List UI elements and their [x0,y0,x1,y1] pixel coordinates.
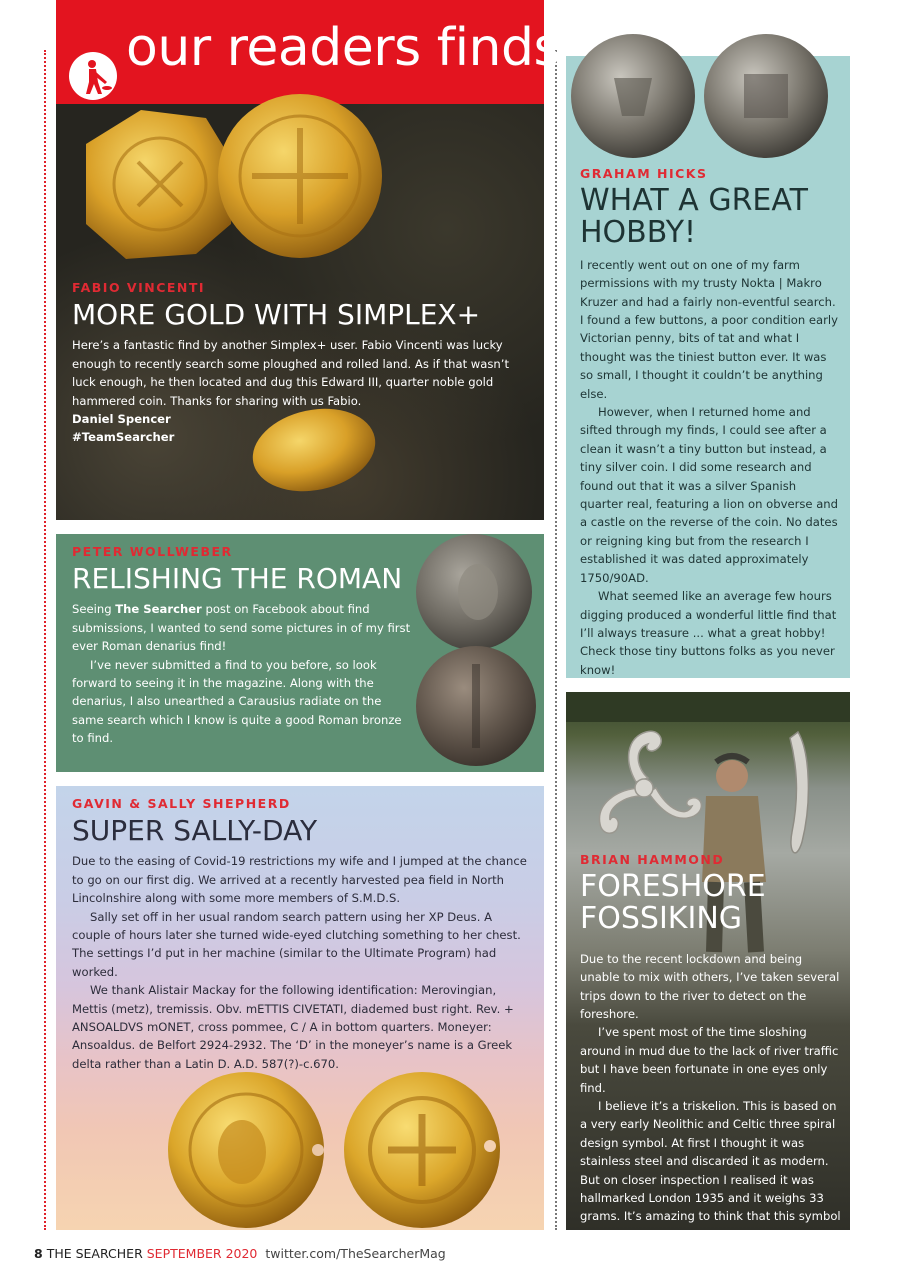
publication-title: THE SEARCHER [46,1246,143,1261]
byline: GRAHAM HICKS [580,166,708,181]
byline: PETER WOLLWEBER [72,544,233,559]
headline: SUPER SALLY-DAY [72,814,318,847]
issue-date: SEPTEMBER 2020 [146,1246,258,1261]
body-paragraph: What seemed like an average few hours digging produced a wonderful little find that I’ll always treasure ... what a great hobby! Check those tiny buttons folks as you never know! [580,589,837,677]
signoff-hashtag: #TeamSearcher [72,430,175,445]
article-fabio [56,104,544,520]
triskelion-side-view [790,732,808,853]
article-peter [56,534,544,772]
detectorist-icon [69,52,117,100]
page-footer [34,1246,446,1261]
center-dotted-rule [555,50,557,1230]
headline: RELISHING THE ROMAN [72,562,403,595]
byline: BRIAN HAMMOND [580,852,725,867]
article-graham [566,56,850,678]
publication-name: The Searcher [115,602,202,617]
section-title: our readers finds [126,18,561,78]
byline: GAVIN & SALLY SHEPHERD [72,796,291,811]
body-paragraph: However, when I returned home and sifted through my finds, I could see after a clean it wasn’t a tiny button but instead, a tiny silver coin. I did some research and found out that it was a silver Spanish quarter real, featuring a lion on obverse and a castle on the reverse of the coin. No dates or reigning king but from the research I established it was dated approximately 1750/90AD. [580,405,839,585]
section-header [56,0,561,104]
body-paragraph: Sally set off in her usual random search pattern using her XP Deus. A couple of hours later she turned wide-eyed clutching something to her chest. The settings I’d put in her machine (similar to the Ultimate Program) had worked. [72,909,521,979]
body-paragraph: I’ve spent most of the time sloshing around in mud due to the lack of river traffic but I have been fortunate in one eyes only find. [580,1025,839,1095]
triskelion-pendant [599,731,701,833]
roman-coins-photo [414,534,544,772]
person [716,760,748,792]
tremissis-photo [56,1070,544,1230]
headline: FORESHORE FOSSIKING [580,869,766,937]
searcher-logo [69,52,117,100]
article-gavin [56,786,544,1230]
body-paragraph: I’ve never submitted a find to you before, so look forward to seeing it in the magazine. Along with the denarius, I also unearthed a Carausius radiate on the same search which I know is quite a good Roman bronze to find. [72,657,402,746]
body-paragraph: I recently went out on one of my farm permissions with my trusty Nokta | Makro Kruzer and had a fairly non-eventful search. I found a few buttons, a poor condition early Victorian penny, bits of tat and what I thought was the tiniest button ever. It was so small, I thought it couldn’t be anything else. [580,257,839,401]
left-dotted-rule [44,50,46,1230]
body-paragraph: Seeing The Searcher post on Facebook about find submissions, I wanted to send some pictures in of my first ever Roman denarius find! [72,602,411,654]
body-paragraph: Here’s a fantastic find by another Simplex+ user. Fabio Vincenti was lucky enough to recently search some ploughed and rolled land. As if that wasn’t luck enough, he then located and dug this Edward III, quarter noble gold hammered coin. Thanks for sharing with us Fabio. [72,338,510,408]
twitter-link[interactable]: twitter.com/TheSearcherMag [265,1246,446,1261]
page-number: 8 [34,1246,43,1261]
headline: MORE GOLD WITH SIMPLEX+ [72,298,481,331]
byline: FABIO VINCENTI [72,280,206,295]
signoff-name: Daniel Spencer [72,411,171,426]
body-paragraph: Due to the easing of Covid-19 restrictions my wife and I jumped at the chance to go on our first dig. We arrived at a recently harvested pea field in North Lincolnshire along with some more members of S.M.D.S. [72,854,527,906]
body-paragraph: I believe it’s a triskelion. This is based on a very early Neolithic and Celtic three spiral design symbol. At first I thought it was stainless steel and discarded it as modern. But on closer inspection I realised it was hallmarked London 1935 and it weighs 33 grams. It’s amazing to think that this symbol is still very popular in jewellery today. [580,1099,841,1242]
headline: WHAT A GREAT HOBBY! [580,183,808,251]
spanish-quarter-real-photo [566,56,850,166]
body-paragraph: Due to the recent lockdown and being unable to mix with others, I’ve taken several trips down to the river to detect on the foreshore. [580,951,840,1021]
body-paragraph: We thank Alistair Mackay for the following identification: Merovingian, Mettis (metz), tremissis. Obv. mETTIS CIVETATI, diademed bust right. Rev. + ANSOALDVS mONET, cross pommee, C / A in bottom quarters. Moneyer: Ansoaldus. de Belfort 2924-2932. The ‘D’ in the moneyer’s name is a Greek delta rather than a Latin D. A.D. 587(?)-c.670. [72,983,514,1071]
article-brian [566,692,850,1242]
